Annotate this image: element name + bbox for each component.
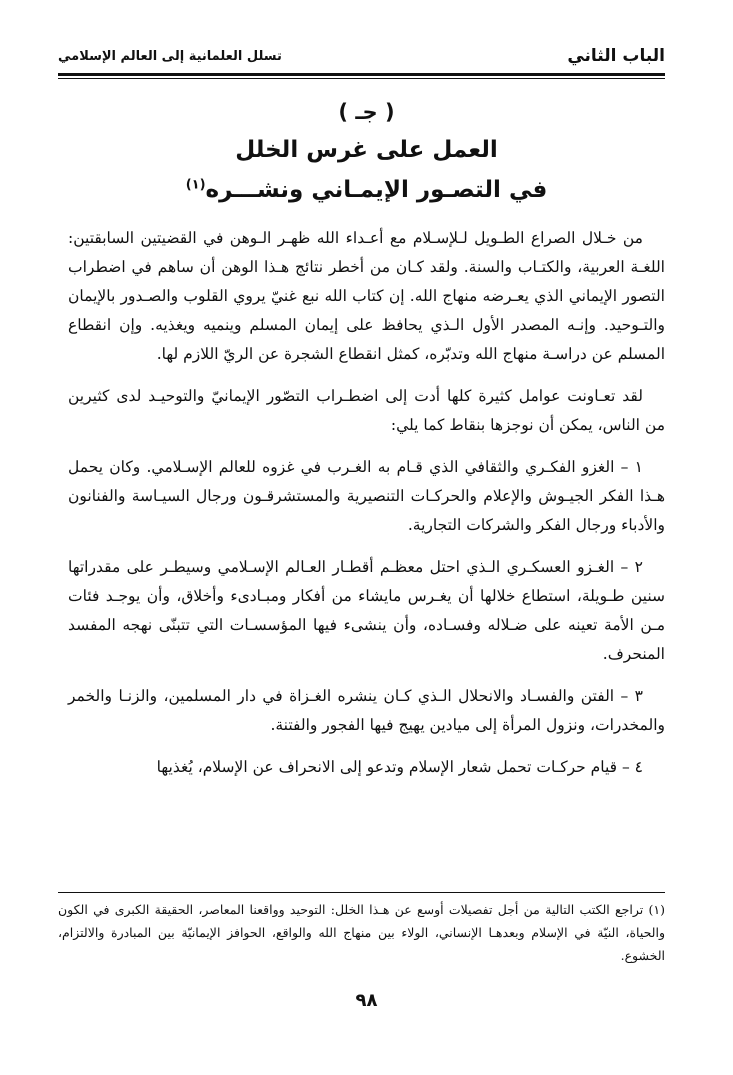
section-title-line-2 [0, 177, 733, 203]
page-number: ٩٨ [355, 990, 378, 1011]
chapter-title: الباب الثاني [567, 46, 665, 66]
paragraph: ٤ – قيام حركـات تحمل شعار الإسلام وتدعو إلى الانحراف عن الإسلام، يُغذيها [156, 758, 643, 776]
book-title: تسلل العلمانية إلى العالم الإسلامي [58, 48, 282, 64]
paragraph: ٢ – الغـزو العسكـري الـذي احتل معظـم أقطـار العـالم الإسـلامي وسيطـر على مقدراتها سنين طـويلة، استطاع خلالها أن يغـرس مايشاء من أفكار ومبـادىء وأخلاق، وأن يوجـد فئات مـن الأمة تعينه على ضـلاله وفسـاده، وأن ينشىء فيها المؤسسـات التي تتبنّى نهجه المفسد المنحرف. [68, 558, 665, 663]
section-mark: ( جـ ) [338, 100, 395, 124]
paragraph: من خـلال الصراع الطـويل لـلإسـلام مع أعـداء الله ظهـر الـوهن في القضيتين السابقتين: اللغـة العربية، والكتـاب والسنة. ولقد كـان من أخطر نتائج هـذا الوهن أن ساهم في اضطراب التصور الإيماني الذي يعـرضه منهاج الله. إن كتاب الله نبع غنيّ يروي القلوب والصـدور بالإيمان والتـوحيد. وإنـه المصدر الأول الـذي يحافظ على إيمان المسلم وينميه ويغذيه. وإن انقطاع المسلم عن دراسـة منهاج الله وتدبّره، كمثل انقطاع الشجرة عن الريّ اللازم لها. [68, 229, 665, 363]
running-header [58, 42, 665, 70]
footnote: (١) تراجع الكتب التالية من أجل تفصيلات أوسع عن هـذا الخلل: التوحيد وواقعنا المعاصر، الحقيقة الكبرى في الكون والحياة، النيّة في الإسلام وبعدهـا الإنساني، الولاء بين منهاج الله والواقع، الحوافز الإيمانيّة بين المبادرة والالتزام، الخشوع. [58, 902, 665, 963]
paragraph: ٣ – الفتن والفسـاد والانحلال الـذي كـان ينشره الغـزاة في دار المسلمين، والزنـا والخمر والمخدرات، ونزول المرأة إلى ميادين يهيج فيها الفجور والفتنة. [68, 687, 665, 734]
paragraph: ١ – الغزو الفكـري والثقافي الذي قـام به الغـرب في غزوه للعالم الإسـلامي. وكان يحمل هـذا الفكر الجيـوش والإعلام والحركـات التنصيرية والمستشرقـون ورجال السيـاسة والفنانون والأدباء ورجال الفكر والشركات التجارية. [68, 458, 665, 534]
footnote-reference: (١) [185, 177, 206, 193]
section-title-line-2-text: في التصـور الإيمـاني ونشـــره [205, 177, 548, 203]
header-rule-thick [58, 73, 665, 76]
section-title-line-1: العمل على غرس الخلل [235, 137, 498, 163]
footnote-rule [58, 892, 665, 893]
body-text [68, 224, 665, 795]
paragraph: لقد تعـاونت عوامل كثيرة كلها أدت إلى اضطـراب التصّور الإيمانيّ والتوحيـد لدى كثيرين من الناس، يمكن أن نوجزها بنقاط كما يلي: [68, 387, 665, 434]
header-rule-thin [58, 78, 665, 79]
